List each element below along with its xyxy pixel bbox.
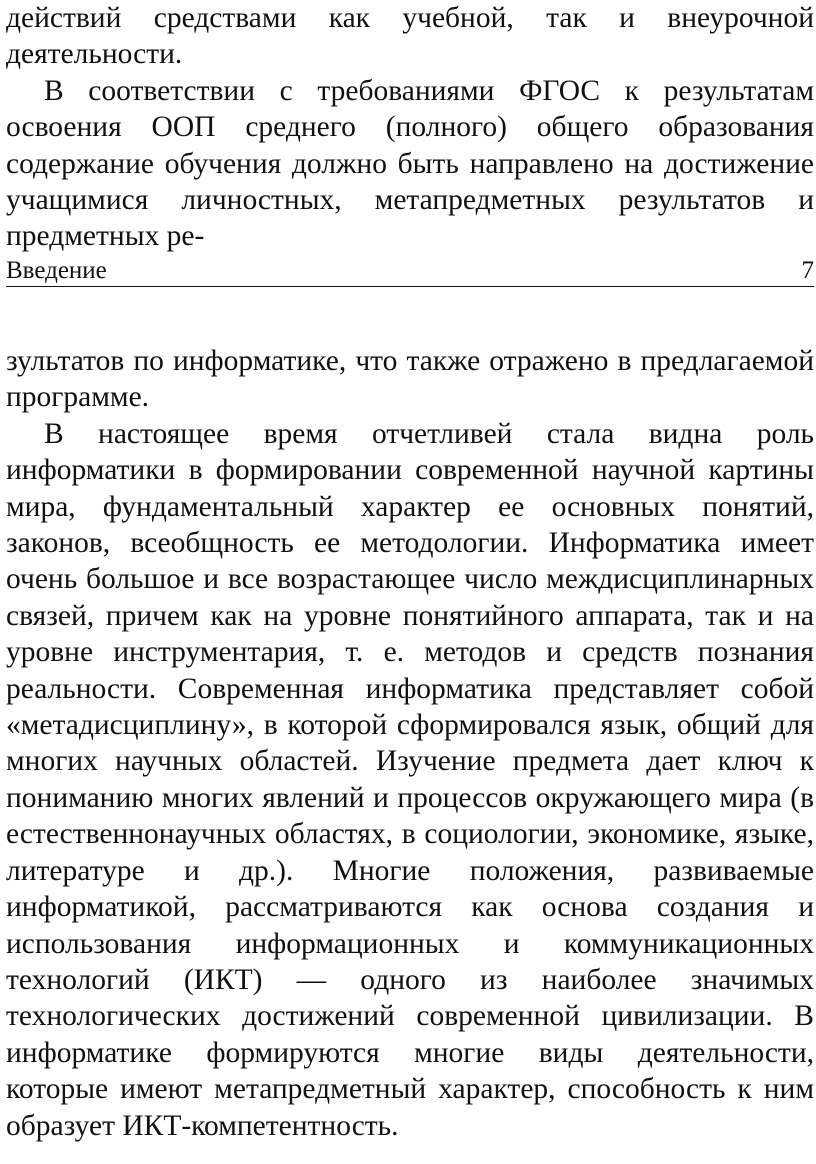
running-head (6, 256, 814, 287)
text-block-top (6, 0, 814, 255)
running-head-title: Введение (6, 257, 107, 284)
paragraph-continuation-2: зультатов по информатике, что также отражено в предлагаемой программе. (6, 345, 814, 414)
paragraph-fgos: В соответствии с требованиями ФГОС к результатам освоения ООП среднего (полного) общего образования содержание обучения должно быть направлено на достижение учащимися личностных, метапредметных результатов и предметных ре- (6, 74, 814, 253)
text-block-bottom (6, 343, 814, 1144)
paragraph-continuation: действий средствами как учебной, так и внеурочной деятельности. (6, 2, 814, 71)
paragraph-informatics: В настоящее время отчетливей стала видна роль информатики в формировании современной научной картины мира, фундаментальный характер ее основных понятий, законов, всеобщность ее методологии. Информатика имеет очень большое и все возрастающее число междисциплинарных связей, причем как на уровне понятийного аппарата, так и на уровне инструментария, т. е. методов и средств познания реальности. Современная информатика представляет собой «метадисциплину», в которой сформировался язык, общий для многих научных областей. Изучение предмета дает ключ к пониманию многих явлений и процессов окружающего мира (в естественнонаучных областях, в социологии, экономике, языке, литературе и др.). Многие положения, развиваемые информатикой, рассматриваются как основа создания и использования информационных и коммуникационных технологий (ИКТ) — одного из наиболее значимых технологических достижений современной цивилизации. В информатике формируются многие виды деятельности, которые имеют метапредметный характер, способность к ним образует ИКТ-компетентность. (6, 417, 814, 1142)
page-number: 7 (801, 257, 814, 284)
